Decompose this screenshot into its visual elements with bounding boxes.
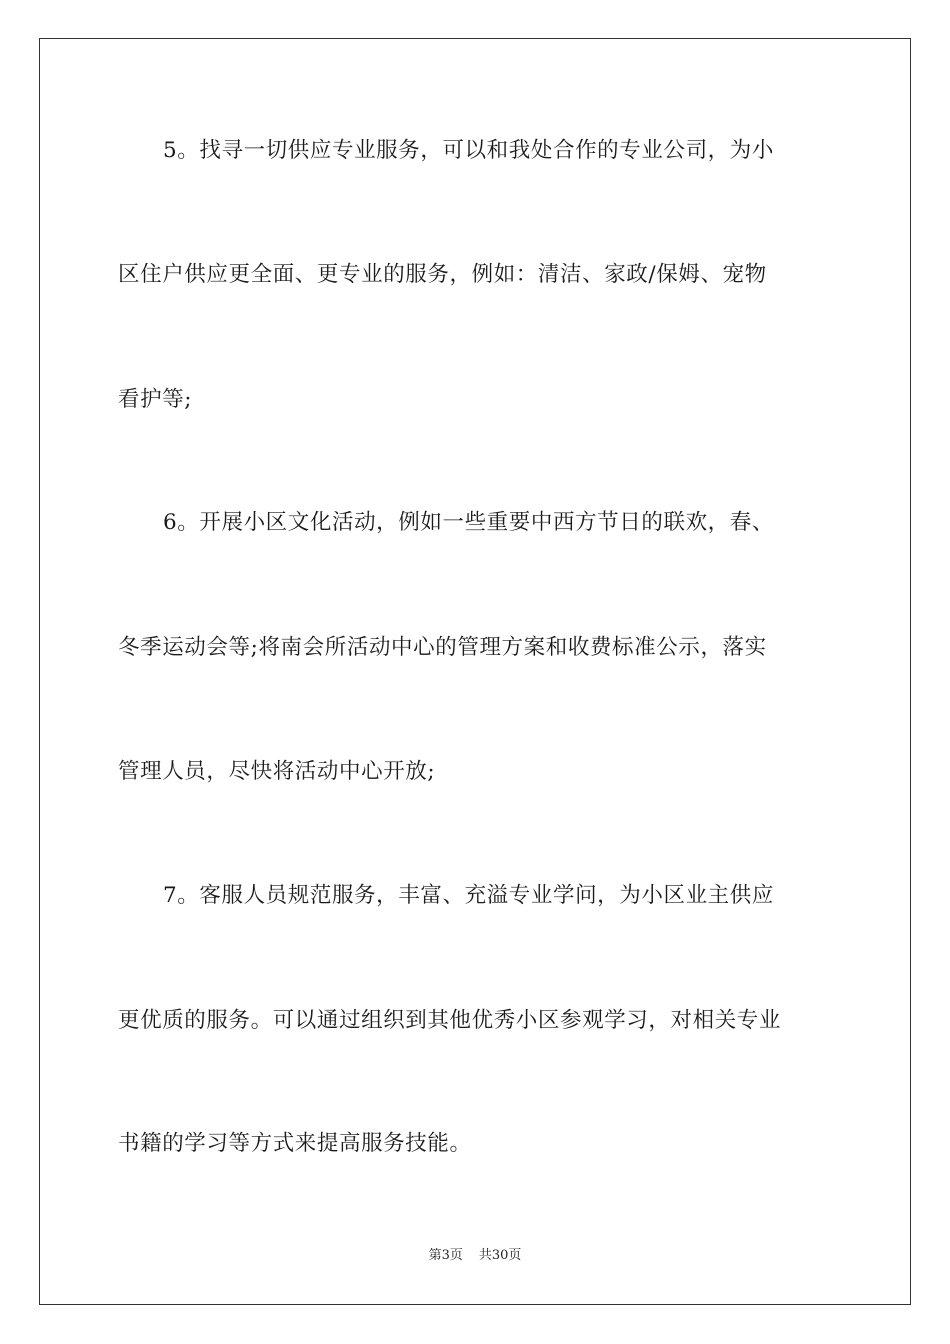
paragraph-7-line-1: 7。客服人员规范服务，丰富、充溢专业学问，为小区业主供应 <box>163 883 774 908</box>
paragraph-7-line-3: 书籍的学习等方式来提高服务技能。 <box>118 1131 472 1156</box>
paragraph-7-line-2: 更优质的服务。可以通过组织到其他优秀小区参观学习，对相关专业 <box>118 1008 782 1033</box>
page-number: 第3页 <box>428 1248 463 1263</box>
paragraph-5-line-2: 区住户供应更全面、更专业的服务，例如：清洁、家政/保姆、宠物 <box>118 262 767 287</box>
total-pages: 共30页 <box>478 1248 522 1263</box>
paragraph-6-line-1: 6。开展小区文化活动，例如一些重要中西方节日的联欢，春、 <box>163 510 774 535</box>
paragraph-5-line-3: 看护等; <box>118 387 193 412</box>
page-border <box>39 38 911 1305</box>
page-footer <box>0 1247 950 1265</box>
paragraph-6-line-3: 管理人员，尽快将活动中心开放; <box>118 759 436 784</box>
paragraph-6-line-2: 冬季运动会等;将南会所活动中心的管理方案和收费标准公示，落实 <box>118 635 767 660</box>
paragraph-5-line-1: 5。找寻一切供应专业服务，可以和我处合作的专业公司，为小 <box>163 138 774 163</box>
